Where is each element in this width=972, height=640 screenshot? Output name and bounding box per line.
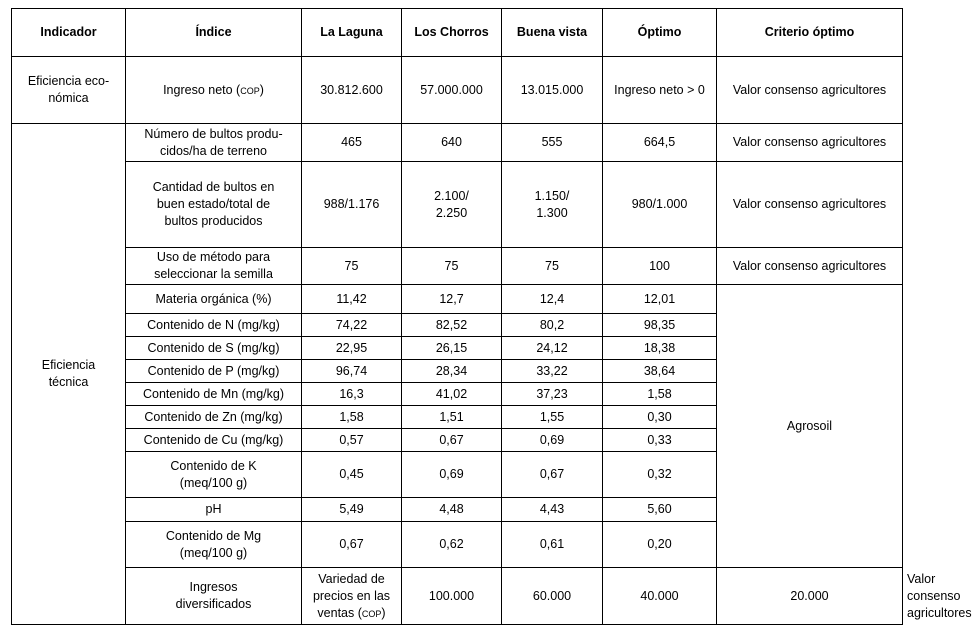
value-cell: 100.000 <box>402 568 502 625</box>
table-row <box>12 124 903 162</box>
criterio-agrosoil: Agrosoil <box>717 285 903 568</box>
indice-cell: Contenido de Mg (meq/100 g) <box>126 522 302 568</box>
value-cell: 75 <box>502 248 603 285</box>
value-cell: 0,67 <box>502 452 603 498</box>
value-cell: 75 <box>402 248 502 285</box>
indice-cell: Materia orgánica (%) <box>126 285 302 314</box>
table-row: Ingresos diversificados Variedad de precios en las ventas (cop) 100.000 60.000 40.000 20.000 Valor consenso agricultores <box>12 568 903 625</box>
indice-cell: Ingreso neto (cop) <box>126 57 302 124</box>
value-cell: 80,2 <box>502 314 603 337</box>
optimo-cell: 0,30 <box>603 406 717 429</box>
optimo-cell: 18,38 <box>603 337 717 360</box>
optimo-cell: 0,20 <box>603 522 717 568</box>
table-row <box>12 248 903 285</box>
indice-cell: Número de bultos produ- cidos/ha de terreno <box>126 124 302 162</box>
value-cell: 465 <box>302 124 402 162</box>
value-cell: 82,52 <box>402 314 502 337</box>
header-la-laguna: La Laguna <box>302 9 402 57</box>
indice-cell: Uso de método para seleccionar la semilla <box>126 248 302 285</box>
value-cell: 1.150/ 1.300 <box>502 162 603 248</box>
value-cell: 1,58 <box>302 406 402 429</box>
value-cell: 0,67 <box>302 522 402 568</box>
optimo-cell: 5,60 <box>603 498 717 522</box>
value-cell: 4,48 <box>402 498 502 522</box>
header-indicador: Indicador <box>12 9 126 57</box>
optimo-cell: 0,33 <box>603 429 717 452</box>
value-cell: 4,43 <box>502 498 603 522</box>
value-cell: 2.100/ 2.250 <box>402 162 502 248</box>
value-cell: 37,23 <box>502 383 603 406</box>
value-cell: 0,69 <box>502 429 603 452</box>
indice-cell: Contenido de Cu (mg/kg) <box>126 429 302 452</box>
value-cell: 96,74 <box>302 360 402 383</box>
value-cell: 12,4 <box>502 285 603 314</box>
value-cell: 0,45 <box>302 452 402 498</box>
value-cell: 28,34 <box>402 360 502 383</box>
table-row <box>12 162 903 248</box>
criterio-cell: Valor consenso agricultores <box>717 162 903 248</box>
optimo-cell: 38,64 <box>603 360 717 383</box>
header-los-chorros: Los Chorros <box>402 9 502 57</box>
optimo-cell: 1,58 <box>603 383 717 406</box>
value-cell: 22,95 <box>302 337 402 360</box>
indicators-table <box>11 8 972 625</box>
table-row <box>12 57 903 124</box>
indice-cell: Variedad de precios en las ventas (cop) <box>302 568 402 625</box>
indice-cell: Contenido de P (mg/kg) <box>126 360 302 383</box>
value-cell: 0,61 <box>502 522 603 568</box>
value-cell: 555 <box>502 124 603 162</box>
header-optimo: Óptimo <box>603 9 717 57</box>
value-cell: 12,7 <box>402 285 502 314</box>
value-cell: 75 <box>302 248 402 285</box>
header-indice: Índice <box>126 9 302 57</box>
value-cell: 1,51 <box>402 406 502 429</box>
value-cell: 11,42 <box>302 285 402 314</box>
value-cell: 40.000 <box>603 568 717 625</box>
header-buena-vista: Buena vista <box>502 9 603 57</box>
optimo-cell: 980/1.000 <box>603 162 717 248</box>
value-cell: 60.000 <box>502 568 603 625</box>
indice-cell: Contenido de N (mg/kg) <box>126 314 302 337</box>
indice-cell: Contenido de Mn (mg/kg) <box>126 383 302 406</box>
header-criterio: Criterio óptimo <box>717 9 903 57</box>
optimo-cell: 12,01 <box>603 285 717 314</box>
value-cell: 74,22 <box>302 314 402 337</box>
value-cell: 0,62 <box>402 522 502 568</box>
optimo-cell: 0,32 <box>603 452 717 498</box>
value-cell: 13.015.000 <box>502 57 603 124</box>
indice-cell: Contenido de Zn (mg/kg) <box>126 406 302 429</box>
table-row <box>12 285 903 314</box>
group-eficiencia-economica: Eficiencia eco- nómica <box>12 57 126 124</box>
value-cell: 640 <box>402 124 502 162</box>
criterio-cell: Valor consenso agricultores <box>717 124 903 162</box>
group-eficiencia-tecnica: Eficiencia técnica <box>12 124 126 625</box>
indice-cell: Contenido de K (meq/100 g) <box>126 452 302 498</box>
optimo-cell: Ingreso neto > 0 <box>603 57 717 124</box>
value-cell: 57.000.000 <box>402 57 502 124</box>
value-cell: 26,15 <box>402 337 502 360</box>
value-cell: 30.812.600 <box>302 57 402 124</box>
criterio-cell: Valor consenso agricultores <box>717 248 903 285</box>
value-cell: 0,57 <box>302 429 402 452</box>
indice-cell: pH <box>126 498 302 522</box>
optimo-cell: 100 <box>603 248 717 285</box>
criterio-cell: Valor consenso agricultores <box>717 57 903 124</box>
value-cell: 0,69 <box>402 452 502 498</box>
value-cell: 1,55 <box>502 406 603 429</box>
header-row <box>12 9 903 57</box>
value-cell: 0,67 <box>402 429 502 452</box>
optimo-cell: 664,5 <box>603 124 717 162</box>
optimo-cell: 20.000 <box>717 568 903 625</box>
indice-cell: Cantidad de bultos en buen estado/total de bultos producidos <box>126 162 302 248</box>
optimo-cell: 98,35 <box>603 314 717 337</box>
value-cell: 5,49 <box>302 498 402 522</box>
value-cell: 33,22 <box>502 360 603 383</box>
value-cell: 24,12 <box>502 337 603 360</box>
value-cell: 41,02 <box>402 383 502 406</box>
group-ingresos-diversificados: Ingresos diversificados <box>126 568 302 625</box>
value-cell: 16,3 <box>302 383 402 406</box>
value-cell: 988/1.176 <box>302 162 402 248</box>
indice-cell: Contenido de S (mg/kg) <box>126 337 302 360</box>
